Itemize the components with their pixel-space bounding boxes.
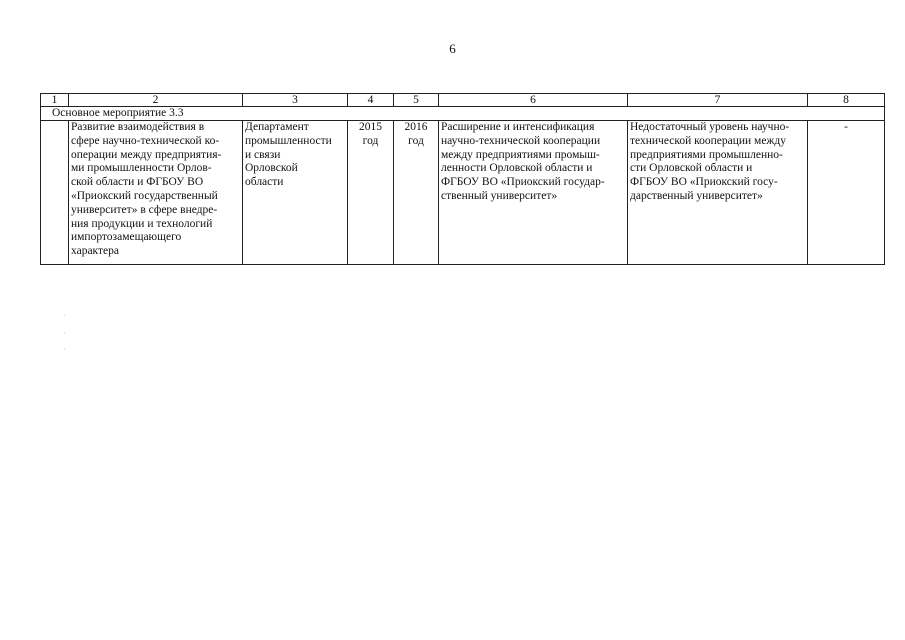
column-number: 1	[41, 94, 69, 107]
measures-table	[40, 93, 885, 265]
cell-line: технической кооперации между	[630, 134, 786, 147]
section-title: Основное мероприятие 3.3	[41, 107, 885, 121]
cell-line: Недостаточный уровень научно-	[630, 121, 790, 133]
cell-line: ми промышленности Орлов-	[71, 162, 212, 175]
cell-line: ской области и ФГБОУ ВО	[71, 176, 204, 189]
cell-line: операции между предприятия-	[71, 148, 222, 161]
cell-line: «Приокский государственный	[71, 189, 218, 202]
column-number: 5	[394, 94, 439, 107]
scan-artifact: ·	[63, 311, 66, 320]
indicator-link-cell: -	[808, 121, 885, 265]
cell-line: ФГБОУ ВО «Приокский госу-	[630, 176, 778, 189]
cell-line: ственный университет»	[441, 189, 558, 202]
column-number: 4	[348, 94, 394, 107]
cell-line: ФГБОУ ВО «Приокский государ-	[441, 176, 605, 189]
column-number: 3	[243, 94, 348, 107]
cell-line: Расширение и интенсификация	[441, 121, 595, 133]
cell-line: ленности Орловской области и	[441, 162, 593, 175]
cell-line: дарственный университет»	[630, 189, 763, 202]
cell-line: предприятиями промышленно-	[630, 148, 783, 161]
cell-line: год	[408, 134, 424, 147]
table-row	[41, 121, 885, 265]
start-year-cell	[348, 121, 394, 265]
column-number: 2	[69, 94, 243, 107]
cell-line: ния продукции и технологий	[71, 217, 213, 230]
consequences-cell	[628, 121, 808, 265]
cell-line: и связи	[245, 148, 281, 161]
section-row	[41, 107, 885, 121]
cell-line: между предприятиями промыш-	[441, 148, 600, 161]
cell-line: научно-технической кооперации	[441, 134, 601, 147]
column-number: 7	[628, 94, 808, 107]
expected-result-cell	[439, 121, 628, 265]
end-year-cell	[394, 121, 439, 265]
cell-line: сфере научно-технической ко-	[71, 134, 220, 147]
cell-line: импортозамещающего	[71, 231, 182, 244]
cell-line: сти Орловской области и	[630, 162, 753, 175]
row-number-cell	[41, 121, 69, 265]
cell-line: Орловской	[245, 162, 298, 175]
measure-name-cell	[69, 121, 243, 265]
cell-line: Развитие взаимодействия в	[71, 121, 205, 133]
responsible-cell	[243, 121, 348, 265]
cell-line: год	[362, 134, 379, 147]
cell-line: 2015	[359, 121, 382, 133]
column-number: 8	[808, 94, 885, 107]
cell-line: университет» в сфере внедре-	[71, 203, 218, 216]
column-number-row	[41, 94, 885, 107]
column-number: 6	[439, 94, 628, 107]
cell-line: промышленности	[245, 134, 332, 147]
cell-line: характера	[71, 245, 119, 258]
cell-line: 2016	[404, 121, 428, 133]
cell-line: Департамент	[245, 121, 309, 133]
scan-artifact: ·	[63, 329, 66, 338]
cell-line: области	[245, 176, 284, 189]
scan-artifact: ·	[63, 345, 66, 354]
page-number: 6	[449, 41, 456, 56]
